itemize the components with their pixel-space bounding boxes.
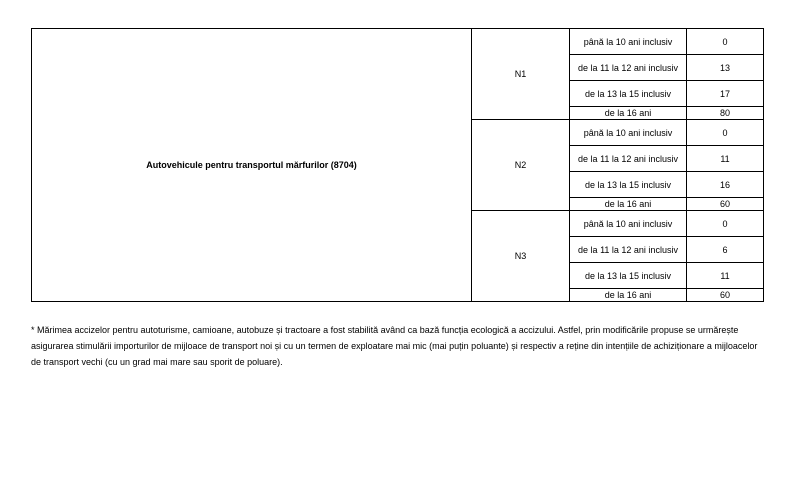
age-bracket-cell: de la 13 la 15 inclusiv xyxy=(570,81,687,107)
age-bracket-cell: de la 13 la 15 inclusiv xyxy=(570,263,687,289)
footnote: * Mărimea accizelor pentru autoturisme, camioane, autobuze și tractoare a fost stabilită având ca bază funcția ecologică a accizului. Astfel, prin modificările propuse se urmărește asigurarea stimulării importurilor de mijloace de transport noi și cu un termen de exploatare mai mic (mai puțin poluante) și respectiv a reține din intențiile de achiziționare a mijloacelor de transport vechi (cu un grad mai mare sau sporit de poluare). xyxy=(31,325,758,367)
table-row xyxy=(32,29,764,55)
excise-value-cell: 0 xyxy=(687,120,764,146)
age-bracket-cell: de la 16 ani xyxy=(570,289,687,302)
category-n1-cell: N1 xyxy=(472,29,570,120)
vehicle-type-cell: Autovehicule pentru transportul mărfurilor (8704) xyxy=(32,29,472,302)
excise-value-cell: 17 xyxy=(687,81,764,107)
category-n2-cell: N2 xyxy=(472,120,570,211)
excise-table xyxy=(31,28,764,302)
age-bracket-cell: de la 16 ani xyxy=(570,107,687,120)
excise-value-cell: 11 xyxy=(687,263,764,289)
age-bracket-cell: de la 11 la 12 ani inclusiv xyxy=(570,55,687,81)
category-n3-cell: N3 xyxy=(472,211,570,302)
excise-value-cell: 6 xyxy=(687,237,764,263)
age-bracket-cell: până la 10 ani inclusiv xyxy=(570,211,687,237)
age-bracket-cell: de la 13 la 15 inclusiv xyxy=(570,172,687,198)
excise-value-cell: 0 xyxy=(687,29,764,55)
age-bracket-cell: până la 10 ani inclusiv xyxy=(570,29,687,55)
excise-value-cell: 0 xyxy=(687,211,764,237)
excise-value-cell: 16 xyxy=(687,172,764,198)
age-bracket-cell: de la 11 la 12 ani inclusiv xyxy=(570,237,687,263)
excise-value-cell: 11 xyxy=(687,146,764,172)
excise-value-cell: 60 xyxy=(687,289,764,302)
excise-value-cell: 60 xyxy=(687,198,764,211)
excise-value-cell: 80 xyxy=(687,107,764,120)
age-bracket-cell: de la 11 la 12 ani inclusiv xyxy=(570,146,687,172)
age-bracket-cell: până la 10 ani inclusiv xyxy=(570,120,687,146)
excise-value-cell: 13 xyxy=(687,55,764,81)
age-bracket-cell: de la 16 ani xyxy=(570,198,687,211)
